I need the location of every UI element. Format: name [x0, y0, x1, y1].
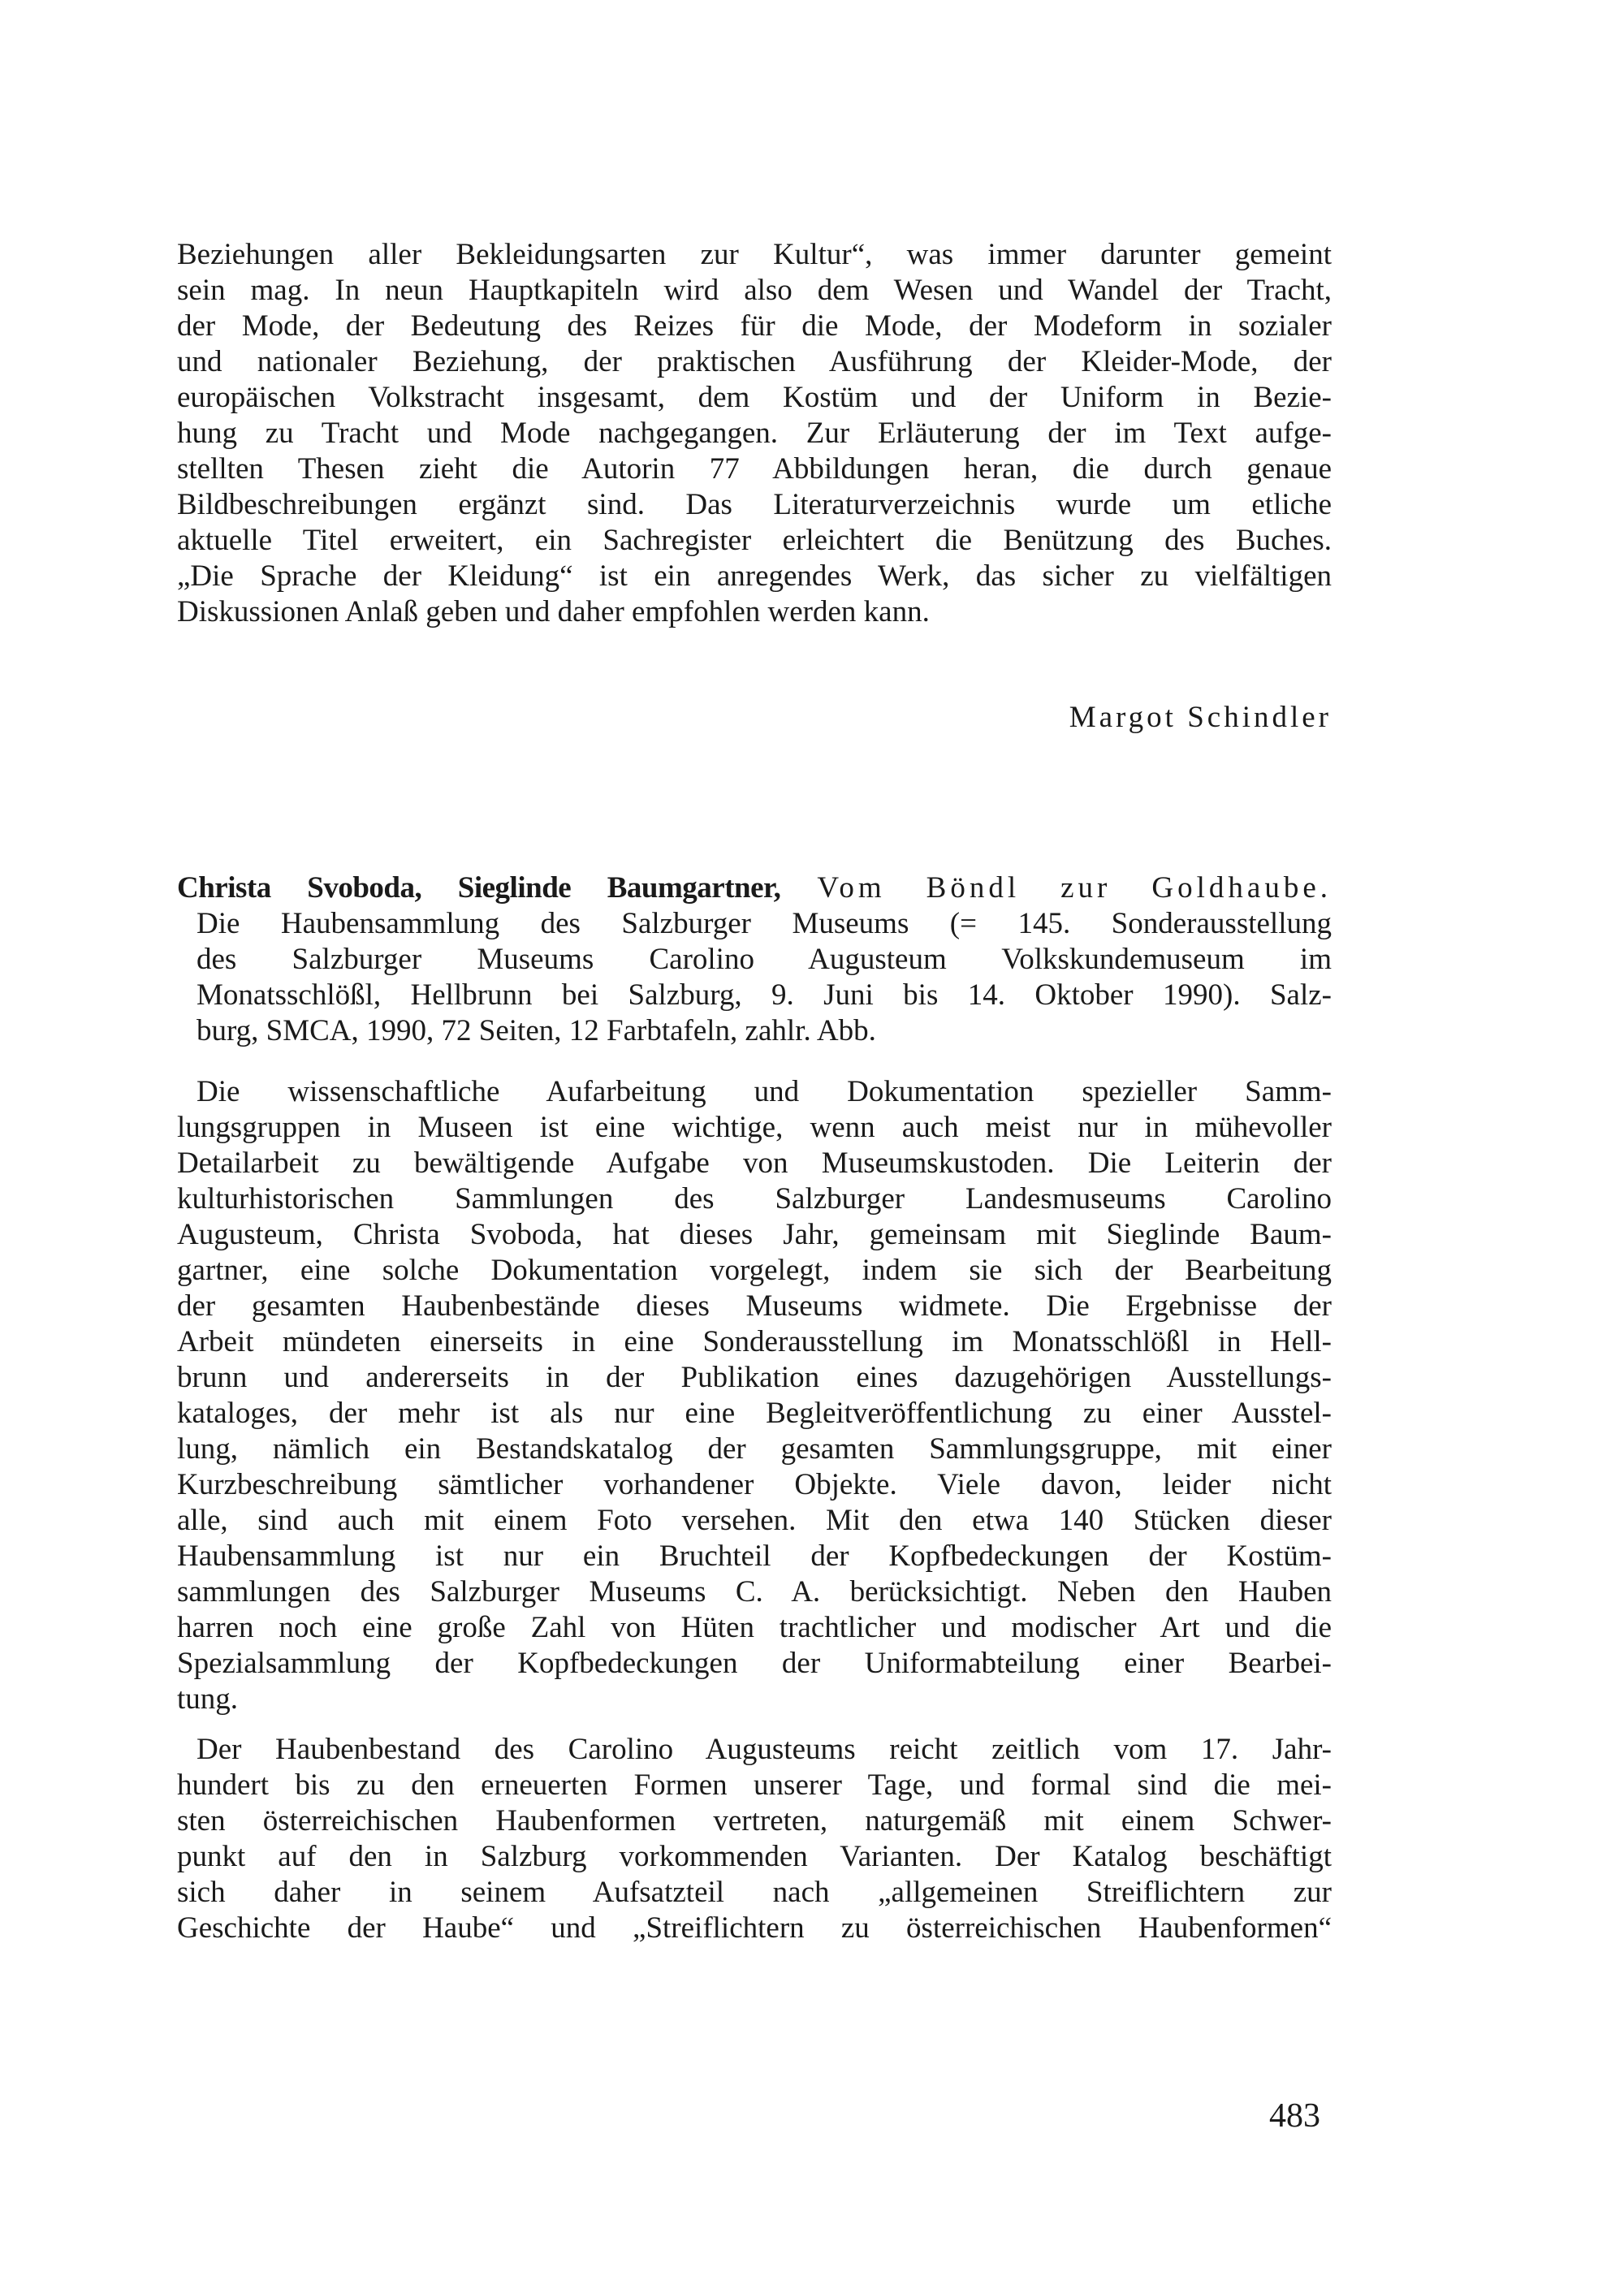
text-line: Spezialsammlung der Kopfbedeckungen der Uniformabteilung einer Bearbei- [177, 1647, 1332, 1680]
text-line: Haubensammlung ist nur ein Bruchteil der Kopfbedeckungen der Kostüm- [177, 1539, 1332, 1573]
review2-paragraph-1 [177, 1074, 1332, 1717]
text-line: Arbeit mündeten einerseits in eine Sonderausstellung im Monatsschlößl in Hell- [177, 1325, 1332, 1358]
text-line: Augusteum, Christa Svoboda, hat dieses Jahr, gemeinsam mit Sieglinde Baum- [177, 1218, 1332, 1251]
review1-paragraph [177, 237, 1332, 630]
text-line: brunn und andererseits in der Publikation eines dazugehörigen Ausstellungs- [177, 1361, 1332, 1394]
text-line: der Mode, der Bedeutung des Reizes für die Mode, der Modeform in sozialer [177, 309, 1332, 343]
spacer [177, 1717, 1332, 1732]
text-line: des Salzburger Museums Carolino Augusteum Volkskundemuseum im [197, 943, 1332, 976]
text-line: Die wissenschaftliche Aufarbeitung und Dokumentation spezieller Samm- [197, 1075, 1332, 1108]
text-line: Bildbeschreibungen ergänzt sind. Das Literaturverzeichnis wurde um etliche [177, 488, 1332, 521]
text-line: lungsgruppen in Museen ist eine wichtige, wenn auch meist nur in mühevoller [177, 1111, 1332, 1144]
text-line: Kurzbeschreibung sämtlicher vorhandener Objekte. Viele davon, leider nicht [177, 1468, 1332, 1501]
review2-paragraph-2 [177, 1732, 1332, 1946]
review2-citation [177, 870, 1332, 1049]
citation-title: Vom Böndl zur Goldhaube. [817, 871, 1332, 905]
text-line: harren noch eine große Zahl von Hüten trachtlicher und modischer Art und die [177, 1611, 1332, 1644]
text-line: stellten Thesen zieht die Autorin 77 Abbildungen heran, die durch genaue [177, 452, 1332, 486]
text-line: sich daher in seinem Aufsatzteil nach „allgemeinen Streiflichtern zur [177, 1876, 1332, 1909]
page-number: 483 [1269, 2097, 1320, 2135]
text-line: Die Haubensammlung des Salzburger Museums (= 145. Sonderausstellung [197, 907, 1332, 940]
text-line: Der Haubenbestand des Carolino Augusteums reicht zeitlich vom 17. Jahr- [197, 1733, 1332, 1766]
text-line: und nationaler Beziehung, der praktischen Ausführung der Kleider-Mode, der [177, 345, 1332, 378]
text-line: sein mag. In neun Hauptkapiteln wird also dem Wesen und Wandel der Tracht, [177, 274, 1332, 307]
text-line: alle, sind auch mit einem Foto versehen. Mit den etwa 140 Stücken dieser [177, 1504, 1332, 1537]
text-line: gartner, eine solche Dokumentation vorgelegt, indem sie sich der Bearbeitung [177, 1254, 1332, 1287]
text-line: punkt auf den in Salzburg vorkommenden Varianten. Der Katalog beschäftigt [177, 1840, 1332, 1873]
reviewer-signature: Margot Schindler [1069, 701, 1332, 734]
text-line: lung, nämlich ein Bestandskatalog der gesamten Sammlungsgruppe, mit einer [177, 1432, 1332, 1466]
text-line: hung zu Tracht und Mode nachgegangen. Zur Erläuterung der im Text aufge- [177, 417, 1332, 450]
text-line: der gesamten Haubenbestände dieses Museums widmete. Die Ergebnisse der [177, 1289, 1332, 1323]
text-line: tung. [177, 1682, 239, 1716]
text-line: sammlungen des Salzburger Museums C. A. berücksichtigt. Neben den Hauben [177, 1575, 1332, 1609]
text-line: sten österreichischen Haubenformen vertreten, naturgemäß mit einem Schwer- [177, 1804, 1332, 1837]
citation-heading-line [177, 870, 1332, 906]
text-line: hundert bis zu den erneuerten Formen unserer Tage, und formal sind die mei- [177, 1768, 1332, 1802]
text-line: Diskussionen Anlaß geben und daher empfohlen werden kann. [177, 595, 930, 628]
text-line: burg, SMCA, 1990, 72 Seiten, 12 Farbtafeln, zahlr. Abb. [197, 1014, 876, 1047]
text-line: kulturhistorischen Sammlungen des Salzburger Landesmuseums Carolino [177, 1182, 1332, 1216]
text-line: Beziehungen aller Bekleidungsarten zur Kultur“, was immer darunter gemeint [177, 238, 1332, 271]
text-line: Detailarbeit zu bewältigende Aufgabe von Museumskustoden. Die Leiterin der [177, 1146, 1332, 1180]
citation-authors: Christa Svoboda, Sieglinde Baumgartner, [177, 871, 781, 905]
text-line: Geschichte der Haube“ und „Streiflichtern zu österreichischen Haubenformen“ [177, 1911, 1332, 1945]
text-line: aktuelle Titel erweitert, ein Sachregister erleichtert die Benützung des Buches. [177, 524, 1332, 557]
text-line: Monatsschlößl, Hellbrunn bei Salzburg, 9. Juni bis 14. Oktober 1990). Salz- [197, 978, 1332, 1012]
text-line: europäischen Volkstracht insgesamt, dem Kostüm und der Uniform in Bezie- [177, 381, 1332, 414]
page-body [177, 237, 1332, 1946]
text-line: kataloges, der mehr ist als nur eine Begleitveröffentlichung zu einer Ausstel- [177, 1397, 1332, 1430]
spacer [177, 1049, 1332, 1074]
text-line: „Die Sprache der Kleidung“ ist ein anregendes Werk, das sicher zu vielfältigen [177, 559, 1332, 593]
